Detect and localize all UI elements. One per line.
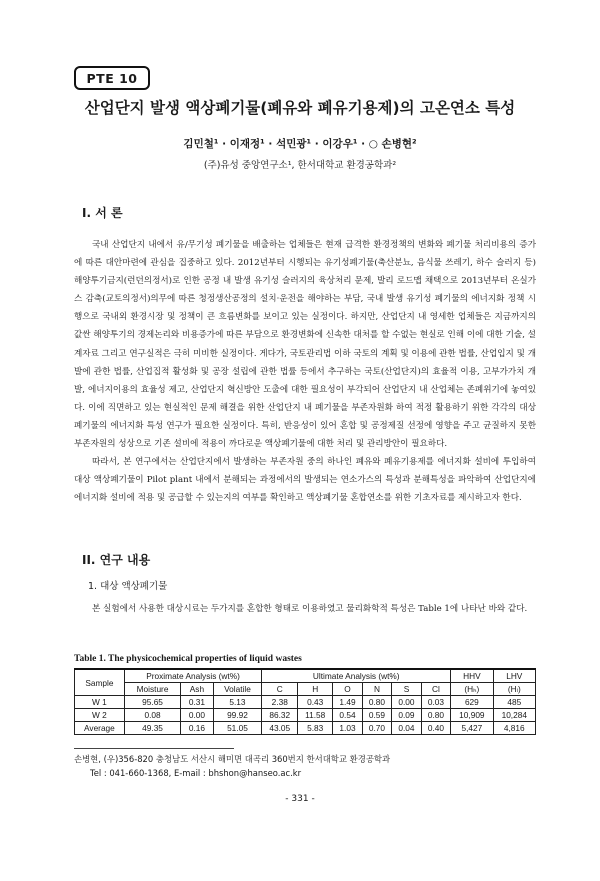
table-subheader-cell: Ash xyxy=(181,683,213,696)
table-header-lhv-unit: (Hₗ) xyxy=(493,683,535,696)
table-cell: 11.58 xyxy=(298,709,333,722)
table-header-ultimate: Ultimate Analysis (wt%) xyxy=(262,669,451,683)
table-caption: Table 1. The physicochemical properties of liquid wastes xyxy=(74,654,302,664)
table-cell: 0.04 xyxy=(392,722,421,735)
table-cell: 0.31 xyxy=(181,696,213,709)
table-cell: 49.35 xyxy=(124,722,180,735)
table-cell: 0.08 xyxy=(124,709,180,722)
table-cell: 0.80 xyxy=(421,709,450,722)
table-cell: 0.40 xyxy=(421,722,450,735)
subsection-heading-target-waste: 1. 대상 액상폐기물 xyxy=(88,581,168,592)
table-header-sample: Sample xyxy=(75,669,125,696)
table-subheader-cell: H xyxy=(298,683,333,696)
table-cell: W 1 xyxy=(75,696,125,709)
table-cell: 0.00 xyxy=(181,709,213,722)
table-cell: 0.09 xyxy=(392,709,421,722)
table-subheader-cell: Volatile xyxy=(213,683,262,696)
table-cell: W 2 xyxy=(75,709,125,722)
table-row xyxy=(75,722,536,735)
table-cell: 43.05 xyxy=(262,722,298,735)
table-cell: 2.38 xyxy=(262,696,298,709)
author-list: 김민철¹ · 이재정¹ · 석민광¹ · 이강우¹ · ○ 손병현² xyxy=(183,138,417,150)
table-cell: 629 xyxy=(451,696,493,709)
table-cell: Average xyxy=(75,722,125,735)
table-header-lhv: LHV xyxy=(493,669,535,683)
table-subheader-cell: O xyxy=(333,683,362,696)
table-row xyxy=(75,709,536,722)
intro-paragraph-2: 따라서, 본 연구에서는 산업단지에서 발생하는 부존자원 중의 하나인 폐유와 폐유기용제를 에너지화 설비에 투입하여 대상 액상폐기물이 Pilot plant 내에서 분해되는 과정에서의 발생되는 연소가스의 특성과 분해특성을 파악하여 산업단지에 에너지화 설비에 적용 및 공급할 수 있는지의 여부를 확인하고 액상폐기물 혼합연소를 위한 기초자료를 제시하고자 한다. xyxy=(74,457,536,504)
affiliation: (주)유성 중앙연구소¹, 한서대학교 환경공학과² xyxy=(203,160,397,171)
table-subheader-cell: N xyxy=(362,683,391,696)
table-cell: 0.03 xyxy=(421,696,450,709)
table-subheader-cell: S xyxy=(392,683,421,696)
table-cell: 0.59 xyxy=(362,709,391,722)
table-cell: 99.92 xyxy=(213,709,262,722)
footnote-address: 손병현, (우)356-820 충청남도 서산시 해미면 대곡리 360번지 한서대학교 환경공학과 xyxy=(74,754,391,764)
table-cell: 86.32 xyxy=(262,709,298,722)
session-badge: PTE 10 xyxy=(74,66,150,90)
intro-paragraph-1: 국내 산업단지 내에서 유/무기성 폐기물을 배출하는 업체들은 현재 급격한 환경정책의 변화와 폐기물 처리비용의 증가에 따른 대안마련에 관심을 집중하고 있다. 2012년부터 시행되는 유기성폐기물(축산분뇨, 음식물 쓰레기, 하수 슬러지 등) 해양투기금지(런던의정서)로 인한 공정 내 발생 유기성 슬러지의 육상처리 문제, 발리 로드맵 채택으로 2013년부터 온실가스 감축(교토의정서)의무에 따른 청정생산공정의 설치·운전을 해야하는 부담, 국내 발생 유기성 폐기물의 에너지화 정책 시행으로 국내외 환경시장 및 정책이 큰 흐름변화를 보이고 있는 실정이다. 하지만, 산업단지 내 영세한 업체들은 지금까지의 값싼 해양투기의 경제논리와 비용증가에 따른 부담으로 환경변화에 신속한 대처를 할 수없는 현실로 인해 이에 대한 기술, 설계자료 그리고 연구실적은 극히 미비한 실정이다. 게다가, 국토관리법 이하 국토의 계획 및 이용에 관한 법률, 산업입지 및 개발에 관한 법률, 산업집적 활성화 및 공장 설립에 관한 법률 등에서 추구하는 국토(산업단지)의 효율적 이용, 고부가가치 개발, 에너지이용의 효율성 제고, 산업단지 혁신방안 도출에 대한 필요성이 부각되어 산업단지 내 산업체는 존폐위기에 놓여있다. 이에 직면하고 있는 현실적인 문제 해결을 위한 산업단지 내 폐기물을 부존자원화 하여 적정 활용하기 위한 각각의 대상폐기물의 에너지화 특성 연구가 필요한 실정이다. 특히, 반응성이 있어 혼합 및 공정제질 선정에 영향을 주고 균질하지 못한 부존자원의 성상으로 기존 설비에 적용이 까다로운 액상폐기물에 대한 처리 및 관리방안이 필요하다. xyxy=(74,240,536,450)
table-header-proximate: Proximate Analysis (wt%) xyxy=(124,669,261,683)
table-cell: 51.05 xyxy=(213,722,262,735)
table-cell: 5.13 xyxy=(213,696,262,709)
physicochemical-table xyxy=(74,668,536,735)
table-cell: 5,427 xyxy=(451,722,493,735)
table-cell: 1.03 xyxy=(333,722,362,735)
table-header-hhv: HHV xyxy=(451,669,493,683)
table-subheader-row xyxy=(75,683,536,696)
table-cell: 10,284 xyxy=(493,709,535,722)
table-subheader-cell: C xyxy=(262,683,298,696)
table-cell: 0.43 xyxy=(298,696,333,709)
table-header-row xyxy=(75,669,536,683)
table-cell: 0.00 xyxy=(392,696,421,709)
table-subheader-cell: Moisture xyxy=(124,683,180,696)
table-row xyxy=(75,696,536,709)
paper-title: 산업단지 발생 액상폐기물(폐유와 폐유기용제)의 고온연소 특성 xyxy=(84,99,516,117)
table-cell: 95.65 xyxy=(124,696,180,709)
table-cell: 5.83 xyxy=(298,722,333,735)
page-number: - 331 - xyxy=(285,794,315,804)
table-cell: 485 xyxy=(493,696,535,709)
table-subheader-cell: Cl xyxy=(421,683,450,696)
footnote-contact: Tel : 041-660-1368, E-mail : bhshon@hanseo.ac.kr xyxy=(90,768,302,778)
section-heading-introduction: I. 서 론 xyxy=(82,206,123,220)
table-cell: 4,816 xyxy=(493,722,535,735)
table-cell: 1.49 xyxy=(333,696,362,709)
section-heading-research-content: II. 연구 내용 xyxy=(82,553,151,567)
table-header-hhv-unit: (Hₕ) xyxy=(451,683,493,696)
footnote-divider xyxy=(74,748,234,749)
table-cell: 0.70 xyxy=(362,722,391,735)
table-cell: 10,909 xyxy=(451,709,493,722)
table-cell: 0.16 xyxy=(181,722,213,735)
subsection-paragraph: 본 실험에서 사용한 대상시료는 두가지를 혼합한 형태로 이용하였고 물리화학적 특성은 Table 1에 나타난 바와 같다. xyxy=(92,604,528,614)
table-cell: 0.54 xyxy=(333,709,362,722)
table-cell: 0.80 xyxy=(362,696,391,709)
